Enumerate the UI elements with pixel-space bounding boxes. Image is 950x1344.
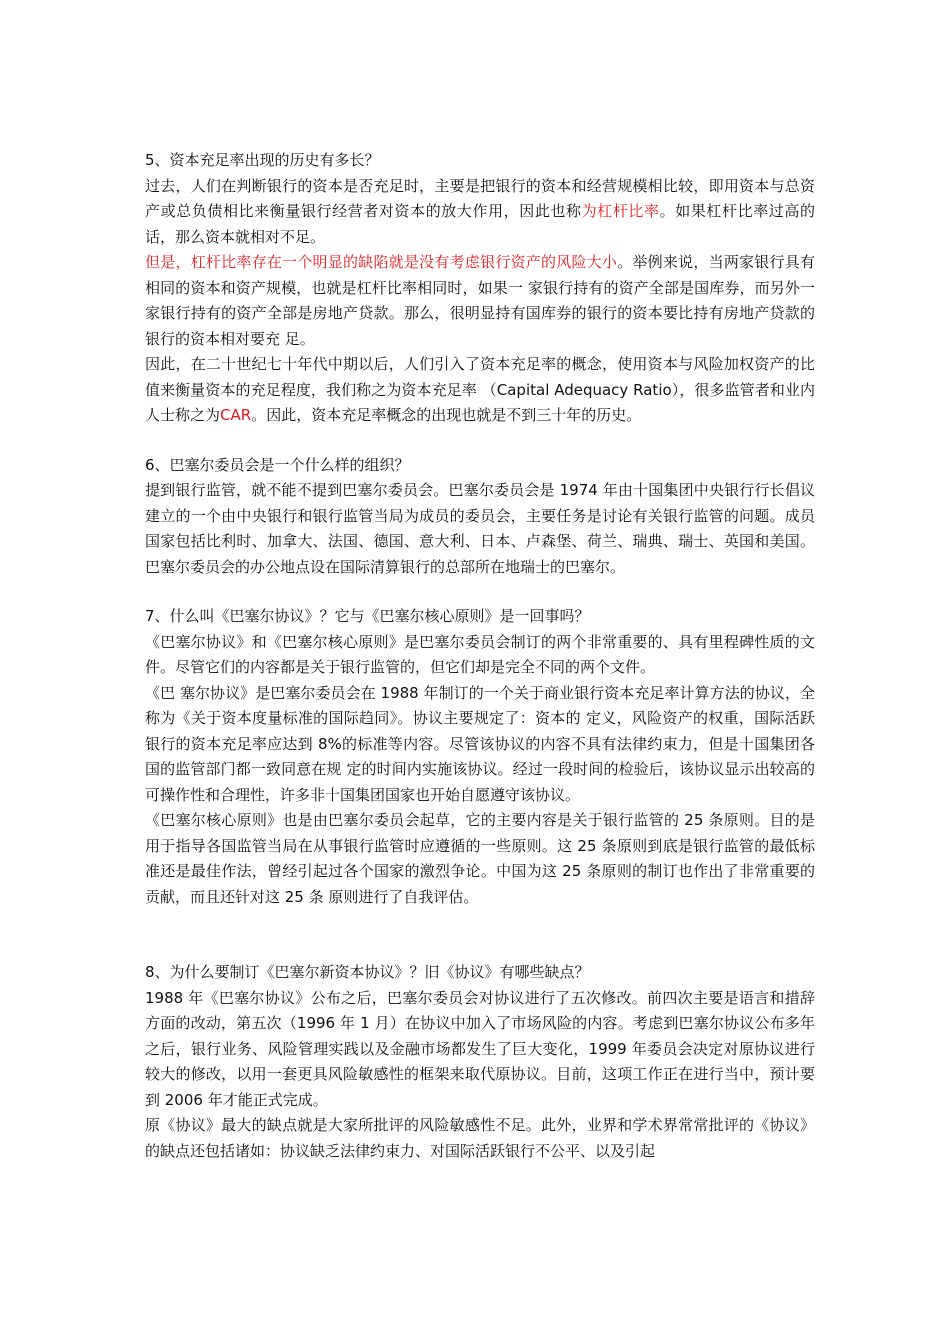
section-6-heading: 6、巴塞尔委员会是一个什么样的组织？ <box>145 455 410 474</box>
text-run: 。因此，资本充足率概念的出现也就是不到三十年的历史。 <box>251 406 642 424</box>
section-5-heading: 5、资本充足率出现的历史有多长？ <box>145 151 380 169</box>
section-8-paragraph-1: 1988 年《巴塞尔协议》公布之后，巴塞尔委员会对协议进行了五次修改。前四次主要是语言和措辞方面的改动，第五次（1996 年 1 月）在协议中加入了市场风险的内容。考虑到巴塞尔协议公布多年之后，银行业务、风险管理实践以及金融市场都发生了巨大变化，1999 年委员会决定对原协议进行较大的修改，以用一套更具风险敏感性的框架来取代原协议。目前，这项工作正在进行当中，预计要到 2006 年才能正式完成。 <box>145 988 815 1109</box>
section-6 <box>145 453 815 581</box>
section-7-paragraph-3: 《巴塞尔核心原则》也是由巴塞尔委员会起草，它的主要内容是关于银行监管的 25 条原则。目的是用于指导各国监管当局在从事银行监管时应遵循的一些原则。这 25 条原则到底是银行监管的最低标准还是最佳作法，曾经引起过各个国家的激烈争论。中国为这 25 条原则的制订也作出了非常重要的贡献，而且还针对这 25 条 原则进行了自我评估。 <box>145 811 815 906</box>
highlighted-text: 为杠杆比率 <box>581 202 660 220</box>
section-spacer <box>145 429 815 453</box>
section-5-paragraph-2 <box>145 250 815 352</box>
text-run: 。举例来说，当两家银行具有相同的资本和资产规模，也就是杠杆比率相同时，如果一 家银行持有的资产全部是国库券，而另外一家银行持有的资产全部是房地产贷款。那么，很明显持有国库券的银行的资本要比持有房地产贷款的银行的资本相对要充 足。 <box>145 253 815 348</box>
section-7-paragraph-2: 《巴 塞尔协议》是巴塞尔委员会在 1988 年制订的一个关于商业银行资本充足率计算方法的协议，全称为《关于资本度量标准的国际趋同》。协议主要规定了：资本的 定义，风险资产的权重，国际活跃银行的资本充足率应达到 8%的标准等内容。尽管该协议的内容不具有法律约束力，但是十国集团各国的监管部门都一致同意在规 定的时间内实施该协议。经过一段时间的检验后，该协议显示出较高的可操作性和合理性，许多非十国集团国家也开始自愿遵守该协议。 <box>145 683 815 804</box>
section-5-paragraph-3 <box>145 352 815 429</box>
section-8-heading: 8、为什么要制订《巴塞尔新资本协议》？旧《协议》有哪些缺点？ <box>145 963 590 981</box>
highlighted-text: 但是，杠杆比率存在一个明显的缺陷就是没有考虑银行资产的风险大小 <box>145 253 618 271</box>
document-body <box>145 148 815 1164</box>
section-6-paragraph-1: 提到银行监管，就不能不提到巴塞尔委员会。巴塞尔委员会是 1974 年由十国集团中央银行行长倡议建立的一个由中央银行和银行监管当局为成员的委员会，主要任务是讨论有关银行监管的问题。成员国家包括比利时、加拿大、法国、德国、意大利、日本、卢森堡、荷兰、瑞典、瑞士、英国和美国。巴塞尔委员会的办公地点设在国际清算银行的总部所在地瑞士的巴塞尔。 <box>145 481 815 576</box>
section-7-heading: 7、什么叫《巴塞尔协议》？它与《巴塞尔核心原则》是一回事吗？ <box>145 607 590 625</box>
section-7 <box>145 604 815 910</box>
section-5 <box>145 148 815 429</box>
text-run: 过去，人们在判断银行的资本是否充足时，主要是把银行的资本和经营规模相比较，即用资本与总资产或总负债相比来衡量银行经营者对资本的放大作用，因此也称 <box>145 176 815 220</box>
section-7-paragraph-1: 《巴塞尔协议》和《巴塞尔核心原则》是巴塞尔委员会制订的两个非常重要的、具有里程碑性质的文件。尽管它们的内容都是关于银行监管的，但它们却是完全不同的两个文件。 <box>145 632 815 676</box>
section-spacer <box>145 580 815 604</box>
section-5-paragraph-1 <box>145 174 815 251</box>
section-8-paragraph-2: 原《协议》最大的缺点就是大家所批评的风险敏感性不足。此外，业界和学术界常常批评的《协议》的缺点还包括诸如：协议缺乏法律约束力、对国际活跃银行不公平、以及引起 <box>145 1116 815 1160</box>
section-8 <box>145 960 815 1164</box>
highlighted-text: CAR <box>220 406 252 424</box>
section-spacer <box>145 910 815 960</box>
text-run: 因此，在二十世纪七十年代中期以后，人们引入了资本充足率的概念，使用资本与风险加权资产的比值来衡量资本的充足程度，我们称之为资本充足率 （Capital Adequacy Ratio），很多监管者和业内人士称之为 <box>145 355 815 424</box>
text-run: 。如果杠杆比率过高的话，那么资本就相对不足。 <box>145 202 815 246</box>
